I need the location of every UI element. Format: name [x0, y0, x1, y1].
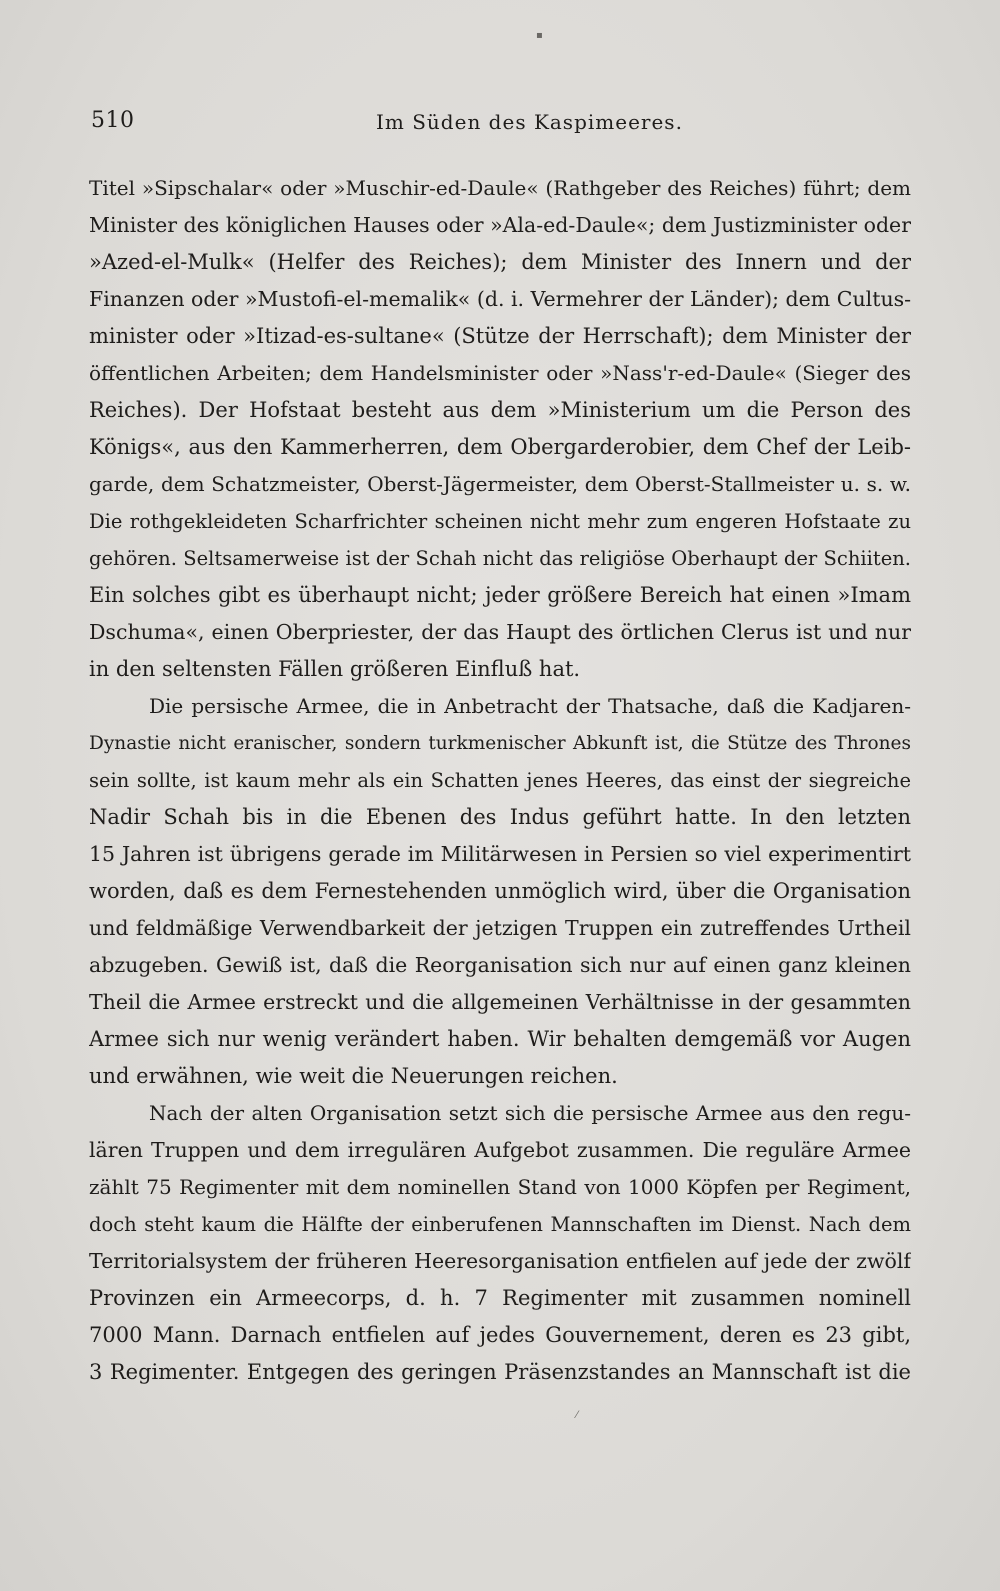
text-line: Nadir Schah bis in die Ebenen des Indus geführt hatte. In den letzten	[89, 805, 911, 829]
running-title: Im Süden des Kaspimeeres.	[376, 110, 683, 134]
print-speck: ▪	[536, 30, 543, 41]
text-line: gehören. Seltsamerweise ist der Schah nicht das religiöse Oberhaupt der Schiiten.	[89, 547, 911, 570]
page-number: 510	[91, 108, 135, 133]
text-line: abzugeben. Gewiß ist, daß die Reorganisation sich nur auf einen ganz kleinen	[89, 953, 911, 977]
text-line: und erwähnen, wie weit die Neuerungen reichen.	[89, 1064, 618, 1088]
text-line: Dschuma«, einen Oberpriester, der das Haupt des örtlichen Clerus ist und nur	[89, 620, 911, 644]
text-line: Territorialsystem der früheren Heeresorganisation entfielen auf jede der zwölf	[89, 1249, 911, 1273]
text-line: sein sollte, ist kaum mehr als ein Schatten jenes Heeres, das einst der siegreiche	[89, 769, 911, 792]
print-speck: ⁄	[576, 1410, 578, 1421]
page-header	[91, 108, 911, 144]
text-line: in den seltensten Fällen größeren Einfluß hat.	[89, 657, 581, 681]
text-line: öffentlichen Arbeiten; dem Handelsminister oder »Nass'r-ed-Daule« (Sieger des	[89, 361, 911, 385]
text-line: Königs«, aus den Kammerherren, dem Obergarderobier, dem Chef der Leib-	[89, 435, 911, 459]
text-line: 3 Regimenter. Entgegen des geringen Präsenzstandes an Mannschaft ist die	[89, 1360, 911, 1384]
text-line: Titel »Sipschalar« oder »Muschir-ed-Daule« (Rathgeber des Reiches) führt; dem	[89, 176, 911, 200]
text-line: 7000 Mann. Darnach entfielen auf jedes Gouvernement, deren es 23 gibt,	[89, 1323, 911, 1347]
body-text	[89, 170, 911, 1391]
text-line: Ein solches gibt es überhaupt nicht; jeder größere Bereich hat einen »Imam	[89, 583, 911, 607]
text-line: 15 Jahren ist übrigens gerade im Militärwesen in Persien so viel experimentirt	[89, 842, 911, 866]
text-line: lären Truppen und dem irregulären Aufgebot zusammen. Die reguläre Armee	[89, 1138, 911, 1162]
text-line: garde, dem Schatzmeister, Oberst-Jägermeister, dem Oberst-Stallmeister u. s. w.	[89, 472, 911, 496]
text-line: worden, daß es dem Fernestehenden unmöglich wird, über die Organisation	[89, 879, 911, 903]
text-line: Armee sich nur wenig verändert haben. Wir behalten demgemäß vor Augen	[89, 1027, 911, 1051]
text-line: und feldmäßige Verwendbarkeit der jetzigen Truppen ein zutreffendes Urtheil	[89, 916, 911, 940]
text-line: Nach der alten Organisation setzt sich die persische Armee aus den regu-	[149, 1101, 911, 1125]
text-line: Finanzen oder »Mustofi-el-memalik« (d. i. Vermehrer der Länder); dem Cultus-	[89, 287, 911, 311]
text-line: Minister des königlichen Hauses oder »Ala-ed-Daule«; dem Justizminister oder	[89, 213, 911, 237]
text-line: zählt 75 Regimenter mit dem nominellen Stand von 1000 Köpfen per Regiment,	[89, 1175, 911, 1199]
text-line: minister oder »Itizad-es-sultane« (Stütze der Herrschaft); dem Minister der	[89, 324, 911, 348]
text-line: doch steht kaum die Hälfte der einberufenen Mannschaften im Dienst. Nach dem	[89, 1213, 911, 1236]
text-line: Theil die Armee erstreckt und die allgemeinen Verhältnisse in der gesammten	[89, 990, 911, 1014]
text-line: Reiches). Der Hofstaat besteht aus dem »Ministerium um die Person des	[89, 398, 911, 422]
text-line: »Azed-el-Mulk« (Helfer des Reiches); dem Minister des Innern und der	[89, 250, 911, 274]
text-line: Die persische Armee, die in Anbetracht der Thatsache, daß die Kadjaren-	[149, 694, 911, 718]
text-line: Die rothgekleideten Scharfrichter scheinen nicht mehr zum engeren Hofstaate zu	[89, 510, 911, 533]
text-line: Dynastie nicht eranischer, sondern turkmenischer Abkunft ist, die Stütze des Thrones	[89, 733, 911, 754]
text-line: Provinzen ein Armeecorps, d. h. 7 Regimenter mit zusammen nominell	[89, 1286, 911, 1310]
